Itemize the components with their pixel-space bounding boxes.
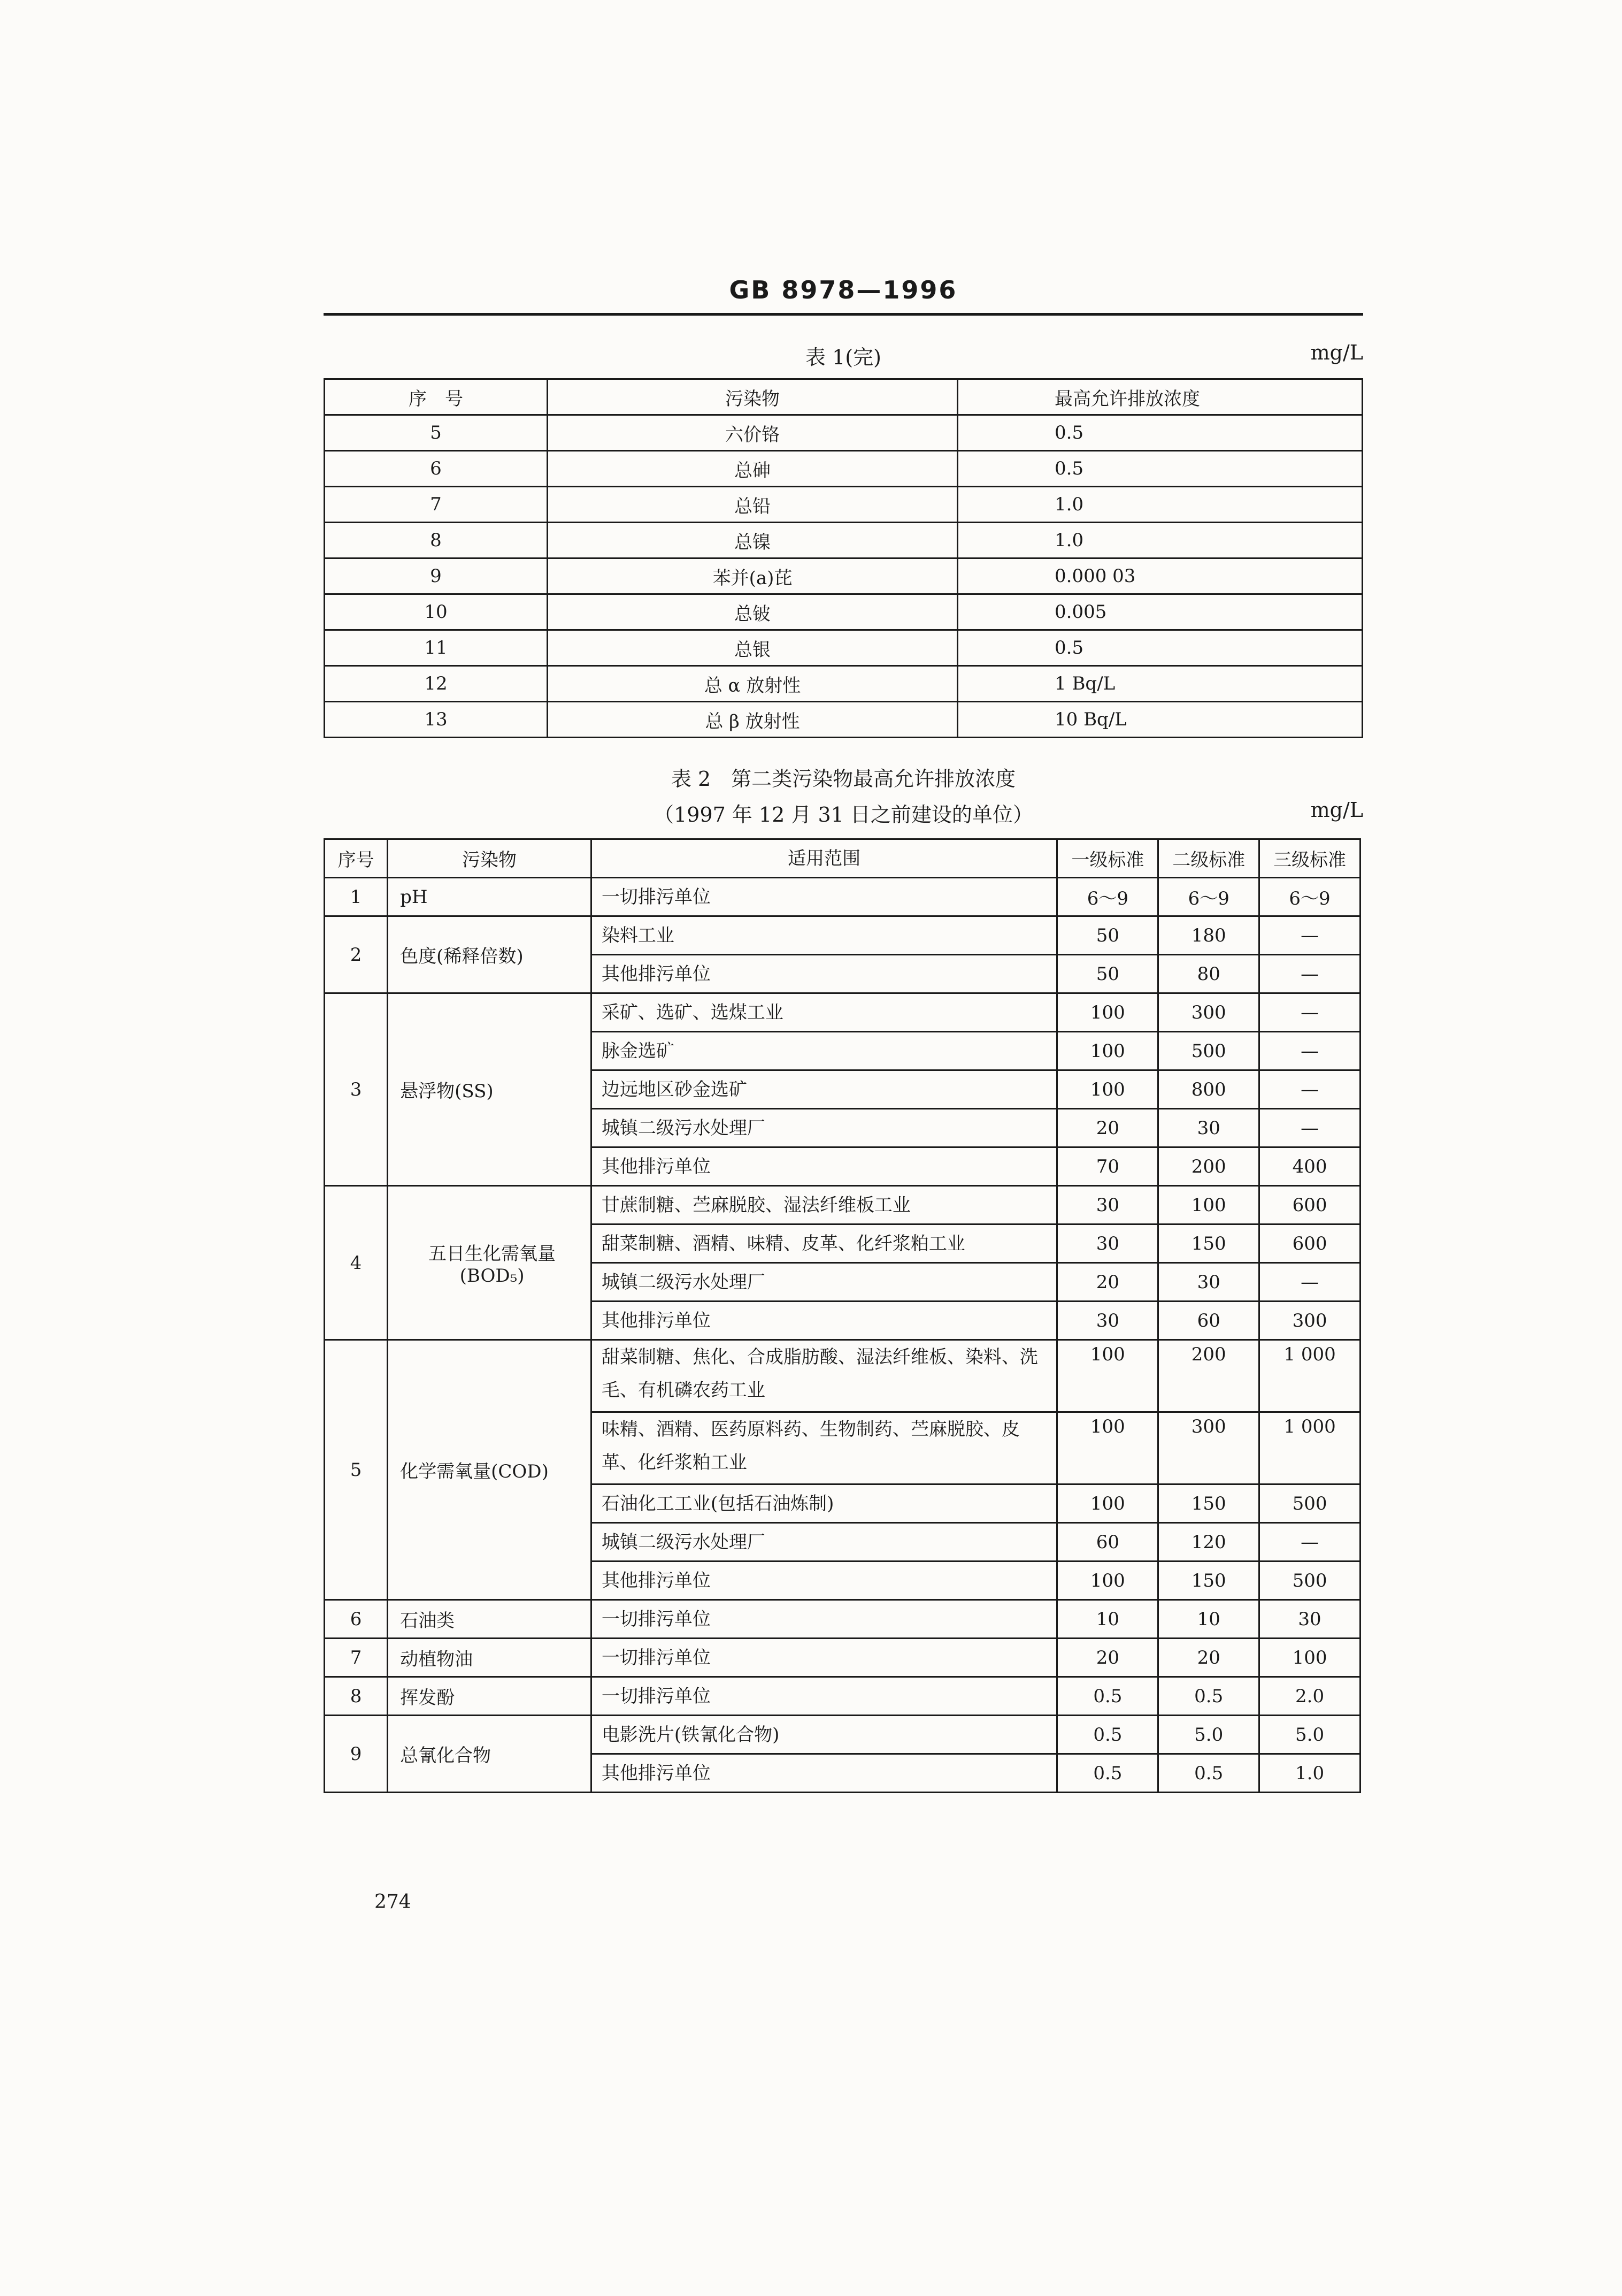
- table1-row: [325, 451, 1363, 487]
- table2-cell-level2: 0.5: [1158, 1677, 1259, 1716]
- table1-caption: 表 1(完): [805, 346, 881, 369]
- table2-cell-no: 1: [325, 878, 388, 916]
- table2-cell-level1: 0.5: [1057, 1677, 1158, 1716]
- table2-caption-line2: （1997 年 12 月 31 日之前建设的单位）: [654, 803, 1033, 826]
- table1-cell-pollutant: 总铅: [548, 487, 958, 523]
- table2-cell-level3: 600: [1259, 1224, 1360, 1263]
- table1-cell-no: 11: [325, 630, 548, 666]
- table2-pollutant-line1: 五日生化需氧量: [428, 1243, 556, 1265]
- table2-cell-level3: 1 000: [1259, 1340, 1360, 1412]
- table2: [324, 838, 1361, 1793]
- table2-cell-level3: 5.0: [1259, 1716, 1360, 1754]
- table2-header-row: [325, 839, 1360, 878]
- table2-row: [325, 1600, 1360, 1639]
- table2-row: [325, 1677, 1360, 1716]
- table2-cell-level2: 100: [1158, 1186, 1259, 1224]
- table2-cell-scope: 其他排污单位: [591, 1147, 1057, 1186]
- table1-cell-no: 9: [325, 558, 548, 594]
- table2-cell-level3: 2.0: [1259, 1677, 1360, 1716]
- table2-cell-level1: 100: [1057, 1562, 1158, 1600]
- table2-cell-level3: 500: [1259, 1484, 1360, 1523]
- table2-cell-level2: 30: [1158, 1109, 1259, 1147]
- table2-cell-scope: 一切排污单位: [591, 1677, 1057, 1716]
- table2-header-level2: 二级标准: [1158, 839, 1259, 878]
- table2-cell-no: 7: [325, 1639, 388, 1677]
- table2-cell-level3: 1.0: [1259, 1754, 1360, 1793]
- table1-cell-pollutant: 苯并(a)芘: [548, 558, 958, 594]
- table2-header-level1: 一级标准: [1057, 839, 1158, 878]
- table2-cell-level3: —: [1259, 1070, 1360, 1109]
- header-rule: [324, 313, 1363, 316]
- table2-cell-pollutant: 色度(稀释倍数): [388, 916, 591, 993]
- table1-cell-pollutant: 六价铬: [548, 415, 958, 451]
- table1-row: [325, 523, 1363, 558]
- table2-cell-level1: 100: [1057, 1070, 1158, 1109]
- table2-cell-level1: 0.5: [1057, 1754, 1158, 1793]
- table2-cell-level2: 5.0: [1158, 1716, 1259, 1754]
- table1-cell-pollutant: 总镍: [548, 523, 958, 558]
- table2-row: [325, 1639, 1360, 1677]
- table2-cell-scope: 染料工业: [591, 916, 1057, 955]
- table2-cell-level3: 500: [1259, 1562, 1360, 1600]
- table2-cell-level2: 300: [1158, 993, 1259, 1032]
- table2-cell-level3: 100: [1259, 1639, 1360, 1677]
- table1-cell-limit: 1.0: [958, 523, 1363, 558]
- table2-cell-no: 6: [325, 1600, 388, 1639]
- table2-pollutant-line2: (BOD₅): [459, 1265, 525, 1287]
- table1-cell-no: 6: [325, 451, 548, 487]
- table2-row: [325, 1186, 1360, 1224]
- table2-cell-level1: 30: [1057, 1186, 1158, 1224]
- table2-cell-level1: 10: [1057, 1600, 1158, 1639]
- table2-cell-scope: 脉金选矿: [591, 1032, 1057, 1070]
- table2-cell-scope: 城镇二级污水处理厂: [591, 1109, 1057, 1147]
- table2-cell-level1: 0.5: [1057, 1716, 1158, 1754]
- table2-cell-level2: 0.5: [1158, 1754, 1259, 1793]
- table2-cell-scope: 其他排污单位: [591, 1562, 1057, 1600]
- table2-cell-no: 5: [325, 1340, 388, 1600]
- table2-cell-level3: —: [1259, 916, 1360, 955]
- table2-cell-scope: 一切排污单位: [591, 1639, 1057, 1677]
- table2-cell-level2: 200: [1158, 1340, 1259, 1412]
- table2-cell-level1: 70: [1057, 1147, 1158, 1186]
- table2-cell-scope: 城镇二级污水处理厂: [591, 1263, 1057, 1302]
- table2-cell-level3: —: [1259, 1109, 1360, 1147]
- page-number: 274: [374, 1891, 411, 1913]
- table2-header-scope: 适用范围: [591, 839, 1057, 878]
- table2-cell-pollutant: 总氰化合物: [388, 1716, 591, 1793]
- table2-cell-level1: 20: [1057, 1639, 1158, 1677]
- table2-cell-level2: 80: [1158, 955, 1259, 993]
- table2-cell-level1: 100: [1057, 993, 1158, 1032]
- table1-header-row: [325, 379, 1363, 415]
- table2-cell-level3: —: [1259, 1263, 1360, 1302]
- table1-cell-no: 8: [325, 523, 548, 558]
- table2-cell-level2: 800: [1158, 1070, 1259, 1109]
- table2-row: [325, 1340, 1360, 1412]
- table2-cell-scope: 其他排污单位: [591, 1754, 1057, 1793]
- table1-cell-no: 13: [325, 702, 548, 738]
- table2-cell-level1: 50: [1057, 955, 1158, 993]
- table2-cell-level3: 400: [1259, 1147, 1360, 1186]
- table2-cell-pollutant: 悬浮物(SS): [388, 993, 591, 1186]
- table2-header-level3: 三级标准: [1259, 839, 1360, 878]
- table2-cell-no: 4: [325, 1186, 388, 1340]
- table1-row: [325, 702, 1363, 738]
- table2-cell-level3: —: [1259, 955, 1360, 993]
- table2-cell-level1: 6～9: [1057, 878, 1158, 916]
- table2-row: [325, 916, 1360, 955]
- table1-cell-limit: 0.005: [958, 594, 1363, 630]
- table2-header-no: 序号: [325, 839, 388, 878]
- table1-cell-no: 7: [325, 487, 548, 523]
- table2-cell-level2: 150: [1158, 1484, 1259, 1523]
- table1-cell-limit: 0.5: [958, 451, 1363, 487]
- table2-header-pollutant: 污染物: [388, 839, 591, 878]
- table1-row: [325, 594, 1363, 630]
- table2-cell-level1: 100: [1057, 1340, 1158, 1412]
- table2-cell-scope: 电影洗片(铁氰化合物): [591, 1716, 1057, 1754]
- table2-cell-level3: 30: [1259, 1600, 1360, 1639]
- table1-row: [325, 415, 1363, 451]
- table2-cell-scope: 其他排污单位: [591, 955, 1057, 993]
- table2-cell-scope: 其他排污单位: [591, 1302, 1057, 1340]
- table1-row: [325, 630, 1363, 666]
- table2-cell-scope: 边远地区砂金选矿: [591, 1070, 1057, 1109]
- table2-cell-pollutant: [388, 1186, 591, 1340]
- table2-cell-level3: —: [1259, 993, 1360, 1032]
- table2-cell-pollutant: pH: [388, 878, 591, 916]
- table1-cell-pollutant: 总 α 放射性: [548, 666, 958, 702]
- table1: [324, 378, 1363, 738]
- table2-cell-level2: 60: [1158, 1302, 1259, 1340]
- table1-cell-pollutant: 总银: [548, 630, 958, 666]
- table2-cell-level2: 20: [1158, 1639, 1259, 1677]
- table2-cell-level2: 30: [1158, 1263, 1259, 1302]
- table2-cell-no: 3: [325, 993, 388, 1186]
- table1-cell-limit: 10 Bq/L: [958, 702, 1363, 738]
- table1-cell-no: 10: [325, 594, 548, 630]
- standard-header: GB 8978—1996: [729, 275, 958, 304]
- table2-cell-no: 8: [325, 1677, 388, 1716]
- table1-unit: mg/L: [1310, 341, 1363, 364]
- table2-cell-level1: 100: [1057, 1412, 1158, 1484]
- table1-row: [325, 666, 1363, 702]
- table1-cell-pollutant: 总铍: [548, 594, 958, 630]
- table2-row: [325, 1716, 1360, 1754]
- table1-header-pollutant: 污染物: [548, 379, 958, 415]
- table2-unit: mg/L: [1310, 798, 1363, 822]
- table2-cell-pollutant: 挥发酚: [388, 1677, 591, 1716]
- table1-cell-pollutant: 总砷: [548, 451, 958, 487]
- table2-cell-level1: 60: [1057, 1523, 1158, 1562]
- table1-cell-no: 12: [325, 666, 548, 702]
- table1-cell-limit: 0.5: [958, 415, 1363, 451]
- table2-cell-level2: 300: [1158, 1412, 1259, 1484]
- table2-cell-level1: 20: [1057, 1109, 1158, 1147]
- table1-cell-limit: 0.000 03: [958, 558, 1363, 594]
- table2-caption-line1: 表 2 第二类污染物最高允许排放浓度: [671, 767, 1016, 791]
- table2-cell-level1: 50: [1057, 916, 1158, 955]
- table2-cell-level2: 10: [1158, 1600, 1259, 1639]
- table2-cell-scope: 城镇二级污水处理厂: [591, 1523, 1057, 1562]
- table2-cell-level1: 30: [1057, 1302, 1158, 1340]
- table2-cell-level3: 1 000: [1259, 1412, 1360, 1484]
- table1-cell-no: 5: [325, 415, 548, 451]
- table1-row: [325, 487, 1363, 523]
- table2-cell-scope: 甜菜制糖、酒精、味精、皮革、化纤浆粕工业: [591, 1224, 1057, 1263]
- table2-cell-scope: 采矿、选矿、选煤工业: [591, 993, 1057, 1032]
- table1-cell-pollutant: 总 β 放射性: [548, 702, 958, 738]
- table1-header-limit: 最高允许排放浓度: [958, 379, 1363, 415]
- table2-cell-level2: 500: [1158, 1032, 1259, 1070]
- table2-row: [325, 993, 1360, 1032]
- table1-cell-limit: 1.0: [958, 487, 1363, 523]
- table2-cell-level1: 30: [1057, 1224, 1158, 1263]
- table2-cell-level2: 120: [1158, 1523, 1259, 1562]
- table2-cell-scope: 甘蔗制糖、苎麻脱胶、湿法纤维板工业: [591, 1186, 1057, 1224]
- table2-cell-level3: 6～9: [1259, 878, 1360, 916]
- table1-cell-limit: 0.5: [958, 630, 1363, 666]
- table2-cell-level3: 600: [1259, 1186, 1360, 1224]
- table2-cell-level2: 150: [1158, 1224, 1259, 1263]
- table2-cell-pollutant: 石油类: [388, 1600, 591, 1639]
- table2-cell-level1: 100: [1057, 1032, 1158, 1070]
- table1-header-no: 序 号: [325, 379, 548, 415]
- table2-cell-level2: 150: [1158, 1562, 1259, 1600]
- table2-row: [325, 878, 1360, 916]
- table2-cell-level2: 6～9: [1158, 878, 1259, 916]
- table2-cell-pollutant: 动植物油: [388, 1639, 591, 1677]
- table2-cell-level2: 200: [1158, 1147, 1259, 1186]
- table2-cell-scope: 石油化工工业(包括石油炼制): [591, 1484, 1057, 1523]
- table2-cell-scope: 味精、酒精、医药原料药、生物制药、苎麻脱胶、皮革、化纤浆粕工业: [591, 1412, 1057, 1484]
- table2-cell-level3: 300: [1259, 1302, 1360, 1340]
- table2-cell-pollutant: 化学需氧量(COD): [388, 1340, 591, 1600]
- table2-cell-level1: 20: [1057, 1263, 1158, 1302]
- table2-cell-level2: 180: [1158, 916, 1259, 955]
- table2-cell-level3: —: [1259, 1032, 1360, 1070]
- table2-cell-scope: 甜菜制糖、焦化、合成脂肪酸、湿法纤维板、染料、洗毛、有机磷农药工业: [591, 1340, 1057, 1412]
- table1-row: [325, 558, 1363, 594]
- table2-cell-no: 9: [325, 1716, 388, 1793]
- table1-cell-limit: 1 Bq/L: [958, 666, 1363, 702]
- table2-cell-level3: —: [1259, 1523, 1360, 1562]
- table2-cell-no: 2: [325, 916, 388, 993]
- table2-cell-scope: 一切排污单位: [591, 1600, 1057, 1639]
- table2-cell-level1: 100: [1057, 1484, 1158, 1523]
- table2-cell-scope: 一切排污单位: [591, 878, 1057, 916]
